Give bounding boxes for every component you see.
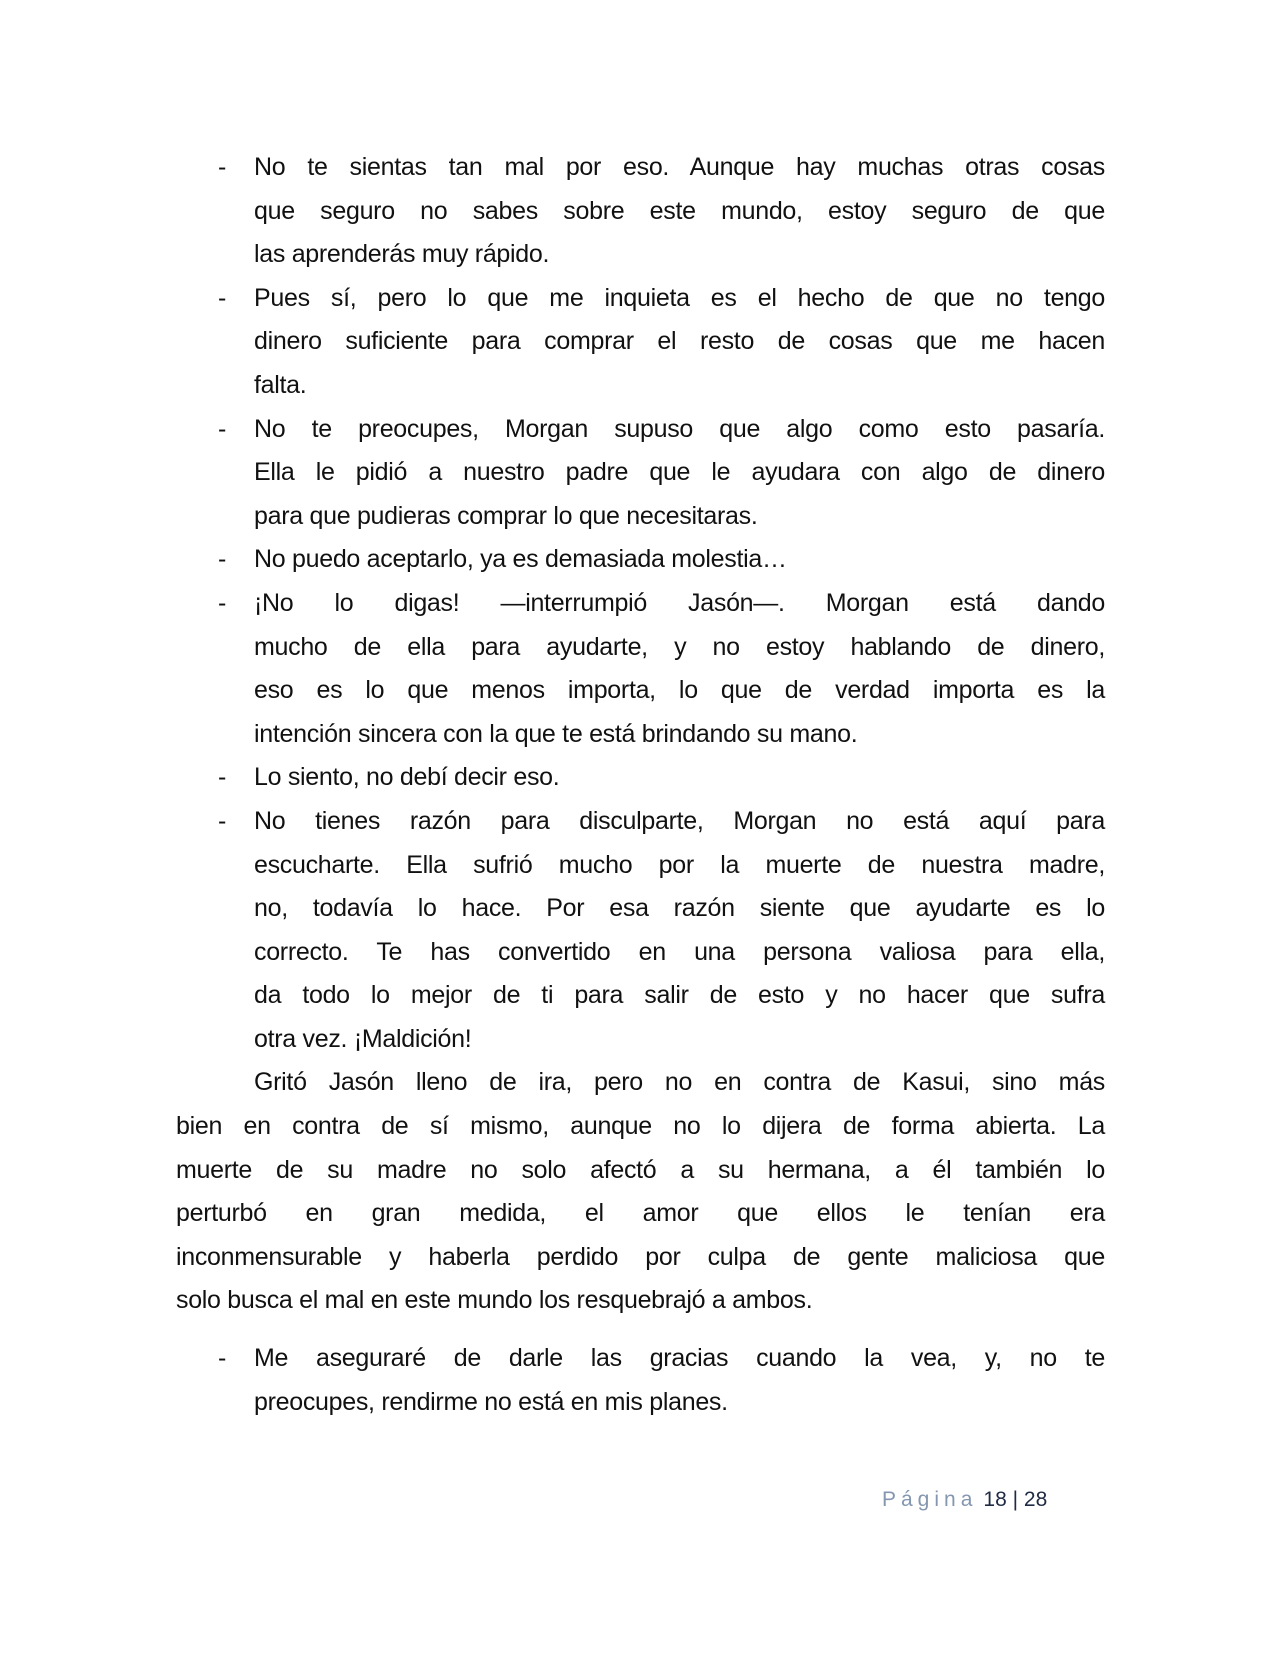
- dialogue-dash: -: [218, 806, 227, 835]
- text-line: falta.: [254, 370, 307, 399]
- text-line: intención sincera con la que te está brindando su mano.: [254, 719, 858, 748]
- text-line: no, todavía lo hace. Por esa razón siente que ayudarte es lo: [254, 894, 1105, 923]
- text-line: solo busca el mal en este mundo los resquebrajó a ambos.: [176, 1286, 813, 1315]
- dialogue-line: [176, 1337, 1105, 1424]
- text-line: que seguro no sabes sobre este mundo, estoy seguro de que: [254, 196, 1105, 225]
- page-total: 28: [1023, 1488, 1048, 1511]
- dialogue-line: [176, 146, 1105, 277]
- paragraph-spacing: [176, 1323, 1105, 1337]
- text-line: Ella le pidió a nuestro padre que le ayudara con algo de dinero: [254, 458, 1105, 487]
- text-line: Gritó Jasón lleno de ira, pero no en contra de Kasui, sino más: [254, 1068, 1105, 1097]
- text-line: No puedo aceptarlo, ya es demasiada molestia…: [254, 545, 787, 574]
- dialogue-line: [176, 582, 1105, 756]
- text-line: muerte de su madre no solo afectó a su hermana, a él también lo: [176, 1155, 1105, 1184]
- text-line: preocupes, rendirme no está en mis planes.: [254, 1387, 728, 1416]
- text-line: ¡No lo digas! —interrumpió Jasón—. Morgan está dando: [254, 588, 1105, 617]
- text-line: mucho de ella para ayudarte, y no estoy hablando de dinero,: [254, 632, 1105, 661]
- page-footer: [882, 1488, 1047, 1512]
- dialogue-line: [176, 538, 1105, 582]
- dialogue-dash: -: [218, 1344, 227, 1373]
- dialogue-line: [176, 800, 1105, 1062]
- page-number: 18: [983, 1488, 1007, 1511]
- text-line: No tienes razón para disculparte, Morgan no está aquí para: [254, 806, 1105, 835]
- text-line: correcto. Te has convertido en una persona valiosa para ella,: [254, 937, 1105, 966]
- text-line: No te preocupes, Morgan supuso que algo como esto pasaría.: [254, 414, 1105, 443]
- text-line: Lo siento, no debí decir eso.: [254, 763, 560, 792]
- text-line: escucharte. Ella sufrió mucho por la muerte de nuestra madre,: [254, 850, 1105, 879]
- text-line: dinero suficiente para comprar el resto de cosas que me hacen: [254, 327, 1105, 356]
- dialogue-dash: -: [218, 414, 227, 443]
- text-line: las aprenderás muy rápido.: [254, 240, 550, 269]
- dialogue-dash: -: [218, 545, 227, 574]
- dialogue-dash: -: [218, 588, 227, 617]
- text-line: inconmensurable y haberla perdido por culpa de gente maliciosa que: [176, 1242, 1105, 1271]
- narrative-paragraph: [176, 1061, 1105, 1323]
- text-line: otra vez. ¡Maldición!: [254, 1024, 472, 1053]
- text-line: perturbó en gran medida, el amor que ellos le tenían era: [176, 1199, 1105, 1228]
- text-line: No te sientas tan mal por eso. Aunque hay muchas otras cosas: [254, 153, 1105, 181]
- dialogue-dash: -: [218, 283, 227, 312]
- text-line: para que pudieras comprar lo que necesitaras.: [254, 501, 758, 530]
- page-label: Página: [882, 1488, 978, 1511]
- dialogue-line: [176, 408, 1105, 539]
- page-body: [176, 146, 1105, 1424]
- dialogue-line: [176, 277, 1105, 408]
- text-line: eso es lo que menos importa, lo que de verdad importa es la: [254, 676, 1105, 705]
- text-line: Me aseguraré de darle las gracias cuando la vea, y, no te: [254, 1344, 1105, 1373]
- dialogue-line: [176, 756, 1105, 800]
- dialogue-dash: -: [218, 153, 227, 181]
- page-separator: |: [1012, 1488, 1019, 1511]
- text-line: Pues sí, pero lo que me inquieta es el hecho de que no tengo: [254, 283, 1105, 312]
- dialogue-dash: -: [218, 763, 227, 792]
- text-line: bien en contra de sí mismo, aunque no lo dijera de forma abierta. La: [176, 1112, 1105, 1141]
- text-line: da todo lo mejor de ti para salir de esto y no hacer que sufra: [254, 981, 1105, 1010]
